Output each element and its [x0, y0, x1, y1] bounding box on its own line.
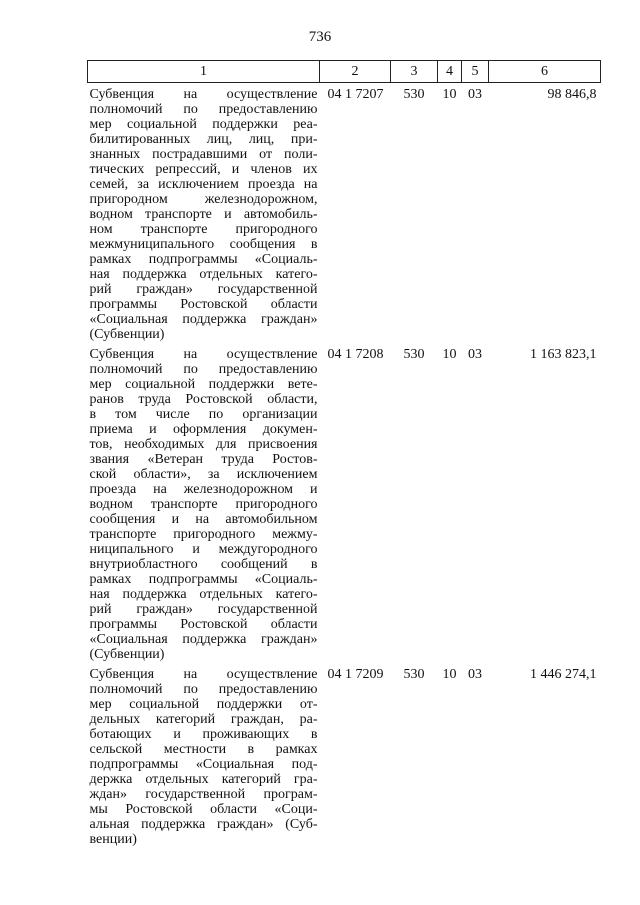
table-row	[88, 83, 601, 348]
description-line: ниципального и междугородного	[89, 542, 318, 557]
description-line: межмуниципального сообщения в	[89, 237, 318, 252]
row-expense-type: 530	[403, 347, 425, 362]
description-line: пригородном железнодорожном,	[89, 192, 318, 207]
description-line: транспорте пригородного межму-	[89, 527, 318, 542]
row-amount: 1 163 823,1	[530, 347, 597, 362]
description-line: приема и оформления докумен-	[89, 422, 318, 437]
row-section: 10	[442, 347, 457, 362]
description-line: «Социальная поддержка граждан»	[89, 632, 318, 647]
row-description	[88, 347, 320, 667]
description-line: тических репрессий, и членов их	[89, 162, 318, 177]
header-col-3: 3	[391, 61, 438, 83]
description-line: «Социальная поддержка граждан»	[89, 312, 318, 327]
description-line: программы Ростовской области	[89, 297, 318, 312]
description-line: (Субвенции)	[89, 327, 165, 342]
row-description	[88, 83, 320, 348]
description-line: держка отдельных категорий гра-	[89, 772, 318, 787]
row-subsection: 03	[468, 347, 482, 362]
description-line: в том числе по организации	[89, 407, 318, 422]
description-line: полномочий по предоставлению	[89, 102, 318, 117]
budget-table	[87, 60, 601, 852]
description-line: ном транспорте пригородного	[89, 222, 318, 237]
description-line: внутриобластного сообщений в	[89, 557, 318, 572]
description-line: ботающих и проживающих в	[89, 727, 318, 742]
row-description	[88, 667, 320, 852]
row-target-code: 04 1 7209	[327, 667, 384, 682]
description-line: дельных категорий граждан, ра-	[89, 712, 318, 727]
description-line: рамках подпрограммы «Социаль-	[89, 572, 318, 587]
row-expense-type: 530	[403, 667, 425, 682]
description-line: ской области», за исключением	[89, 467, 318, 482]
description-line: альная поддержка граждан» (Суб-	[89, 817, 318, 832]
description-line: программы Ростовской области	[89, 617, 318, 632]
row-section: 10	[442, 667, 457, 682]
table-row	[88, 347, 601, 667]
description-line: рий граждан» государственной	[89, 282, 318, 297]
description-line: мер социальной поддержки вете-	[89, 377, 318, 392]
description-line: знанных пострадавшими от поли-	[89, 147, 318, 162]
description-line: ная поддержка отдельных катего-	[89, 587, 318, 602]
description-line: венции)	[89, 832, 137, 847]
description-line: мер социальной поддержки реа-	[89, 117, 318, 132]
description-line: водном транспорте пригородного	[89, 497, 318, 512]
row-expense-type: 530	[403, 87, 425, 102]
row-amount: 98 846,8	[547, 87, 597, 102]
table-header	[88, 61, 601, 83]
header-col-4: 4	[438, 61, 462, 83]
description-line: подпрограммы «Социальная под-	[89, 757, 318, 772]
header-col-2: 2	[320, 61, 391, 83]
row-amount: 1 446 274,1	[530, 667, 597, 682]
description-line: проезда на железнодорожном и	[89, 482, 318, 497]
description-line: сельской местности в рамках	[89, 742, 318, 757]
description-line: сообщения и на автомобильном	[89, 512, 318, 527]
description-line: рамках подпрограммы «Социаль-	[89, 252, 318, 267]
description-line: (Субвенции)	[89, 647, 165, 662]
page-number: 736	[308, 29, 332, 45]
row-section: 10	[442, 87, 457, 102]
description-line: полномочий по предоставлению	[89, 362, 318, 377]
description-line: тов, необходимых для присвоения	[89, 437, 318, 452]
table-body	[88, 83, 601, 853]
row-subsection: 03	[468, 667, 482, 682]
description-line: ная поддержка отдельных катего-	[89, 267, 318, 282]
description-line: Субвенция на осуществление	[89, 87, 318, 102]
description-line: полномочий по предоставлению	[89, 682, 318, 697]
row-target-code: 04 1 7208	[327, 347, 384, 362]
row-subsection: 03	[468, 87, 482, 102]
description-line: водном транспорте и автомобиль-	[89, 207, 318, 222]
description-line: семей, за исключением проезда на	[89, 177, 318, 192]
description-line: мы Ростовской области «Соци-	[89, 802, 318, 817]
description-line: рий граждан» государственной	[89, 602, 318, 617]
header-col-5: 5	[462, 61, 489, 83]
header-col-1: 1	[88, 61, 320, 83]
description-line: ранов труда Ростовской области,	[89, 392, 318, 407]
table-row	[88, 667, 601, 852]
description-line: мер социальной поддержки от-	[89, 697, 318, 712]
description-line: Субвенция на осуществление	[89, 347, 318, 362]
row-target-code: 04 1 7207	[327, 87, 384, 102]
description-line: ждан» государственной програм-	[89, 787, 318, 802]
description-line: звания «Ветеран труда Ростов-	[89, 452, 318, 467]
description-line: Субвенция на осуществление	[89, 667, 318, 682]
description-line: билитированных лиц, лиц, при-	[89, 132, 318, 147]
header-col-6: 6	[489, 61, 601, 83]
header-row	[88, 61, 601, 83]
